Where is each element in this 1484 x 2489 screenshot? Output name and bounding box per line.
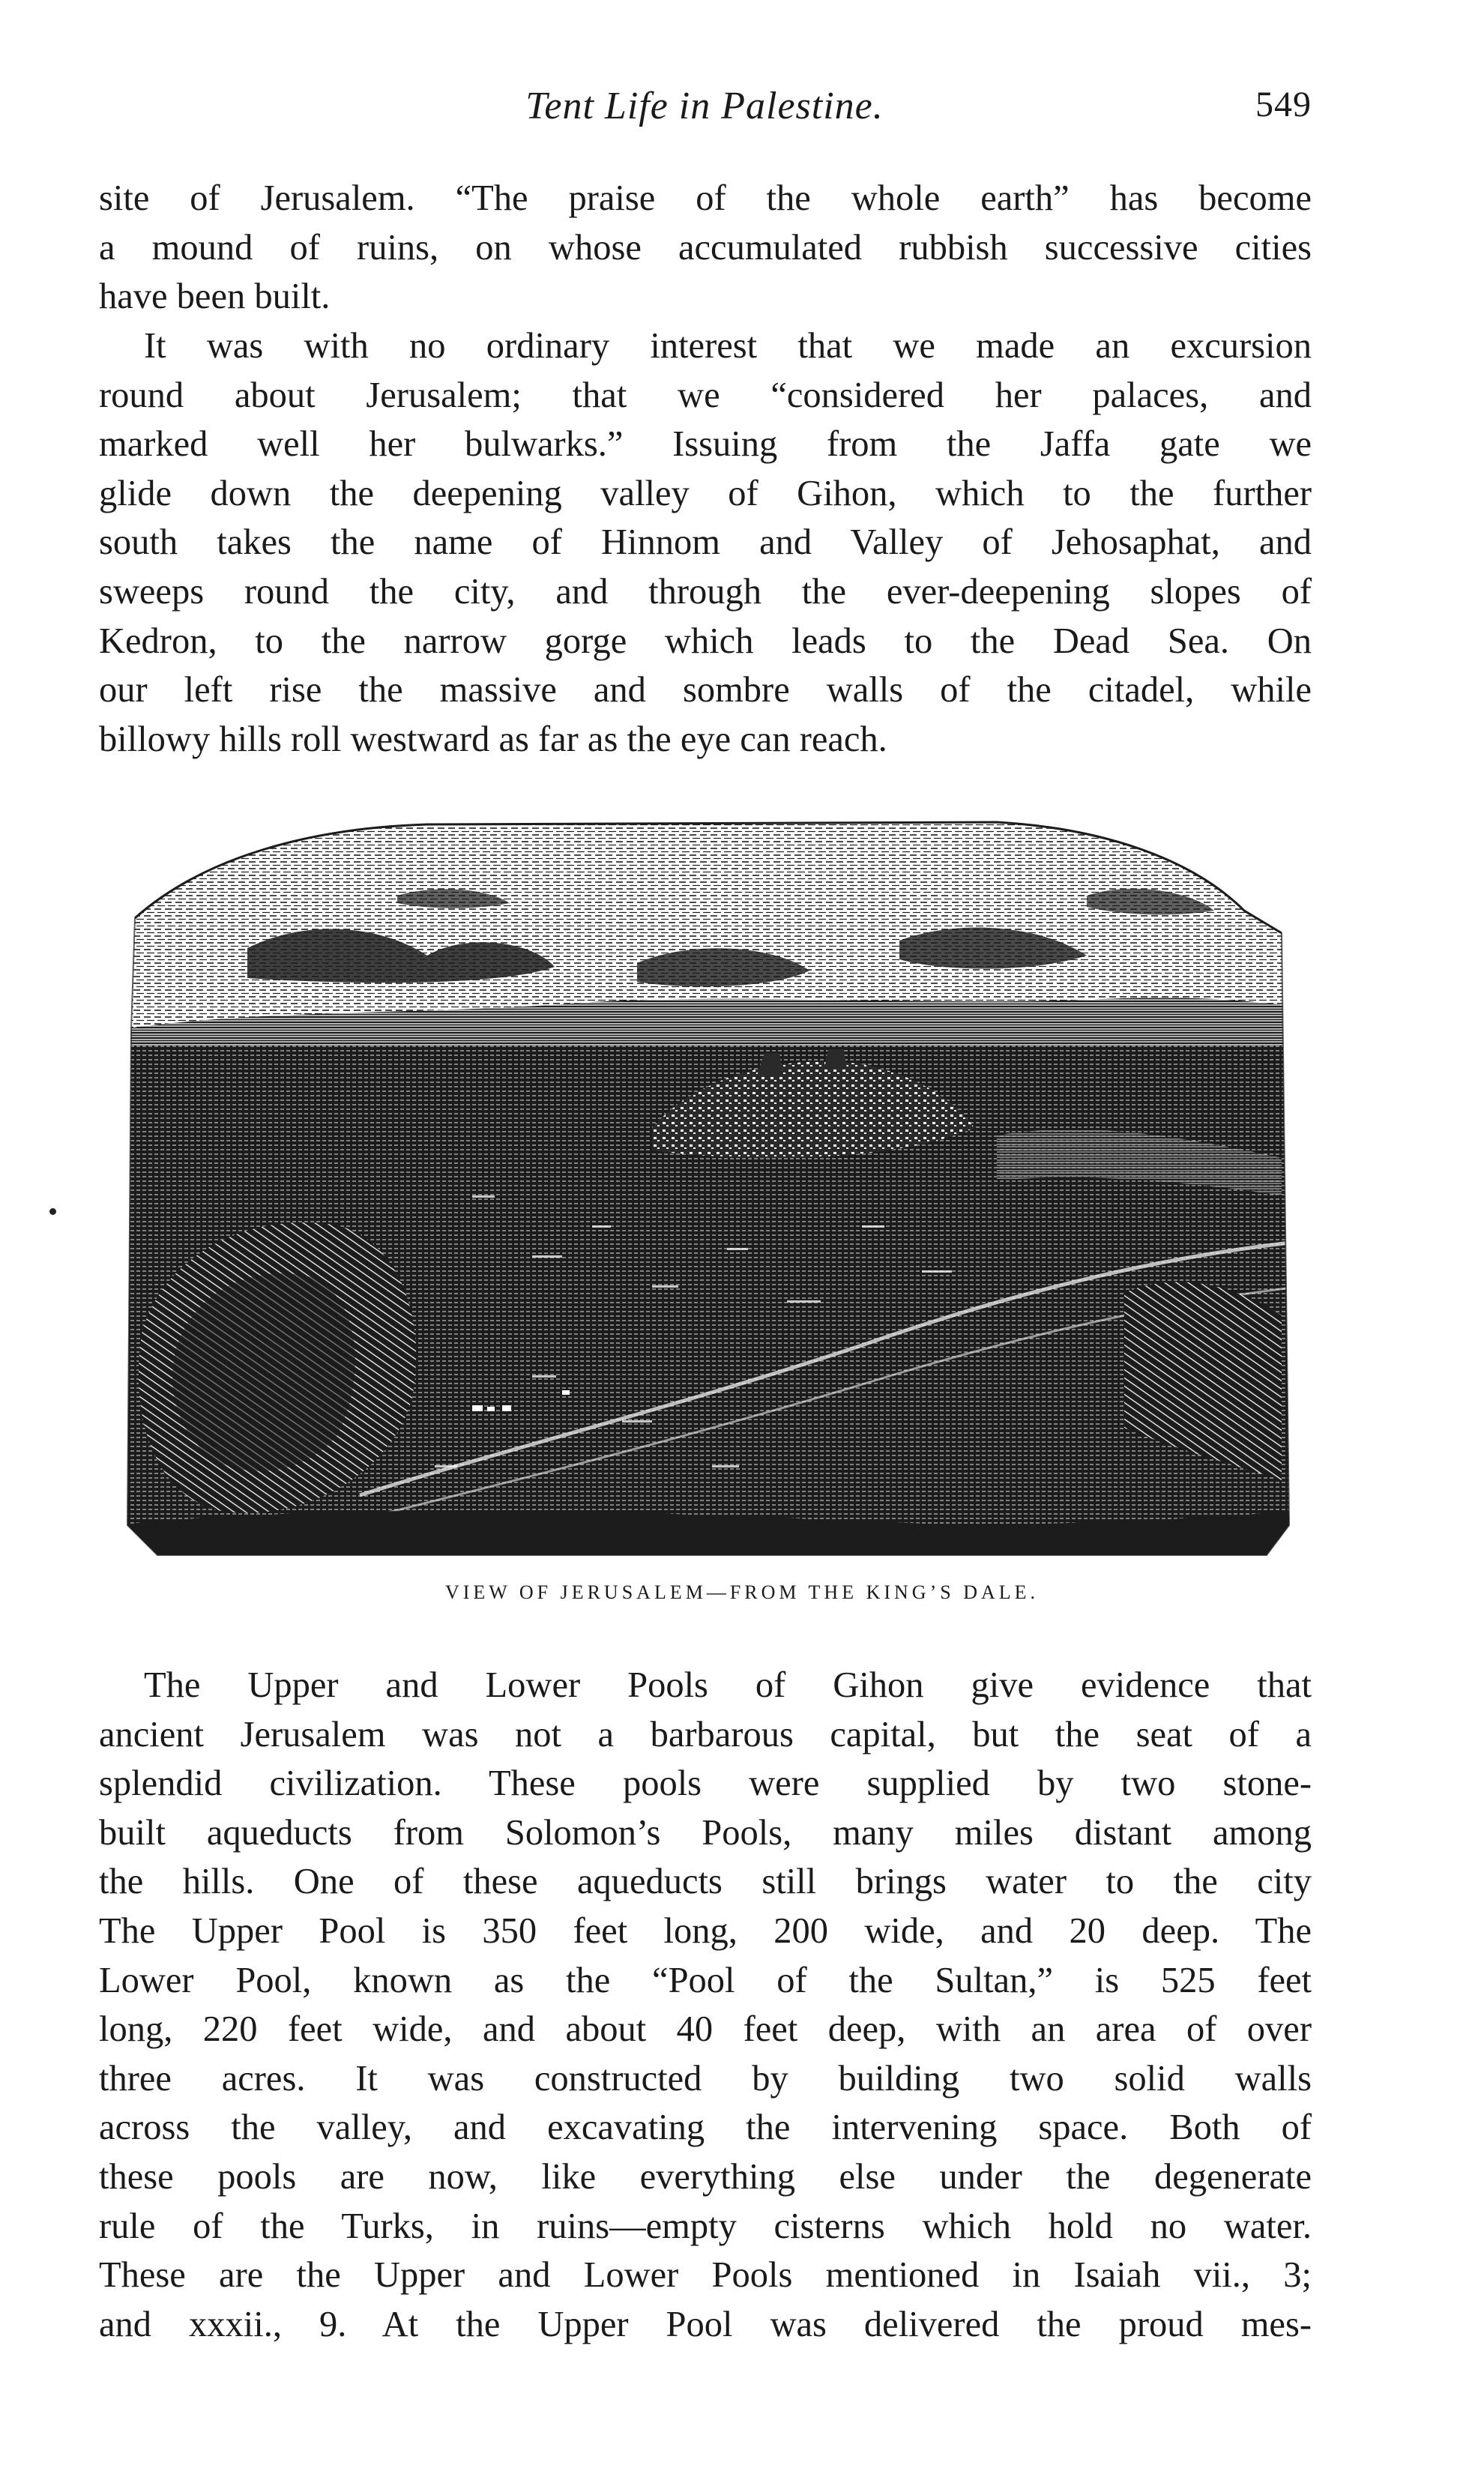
text-line: have been built. [99, 277, 331, 317]
figure-caption: VIEW OF JERUSALEM—FROM THE KING’S DALE. [444, 1581, 1040, 1603]
text-line: billowy hills roll westward as far as the eye can reach. [99, 719, 887, 759]
text-line: marked well her bulwarks.” Issuing from the Jaffa gate we [99, 424, 1312, 465]
text-line: long, 220 feet wide, and about 40 feet deep, with an area of over [99, 2009, 1312, 2050]
text-line: three acres. It was constructed by building two solid walls [99, 2058, 1312, 2099]
text-line: these pools are now, like everything else under the degenerate [99, 2156, 1312, 2197]
text-line: It was with no ordinary interest that we made an excursion [144, 326, 1312, 366]
running-head [97, 84, 1312, 136]
text-line: Lower Pool, known as the “Pool of the Sultan,” is 525 feet [99, 1960, 1312, 2000]
text-line: ancient Jerusalem was not a barbarous capital, but the seat of a [99, 1714, 1312, 1755]
text-line: The Upper Pool is 350 feet long, 200 wide, and 20 deep. The [99, 1910, 1312, 1951]
text-line: These are the Upper and Lower Pools mentioned in Isaiah vii., 3; [99, 2255, 1312, 2296]
text-line: sweeps round the city, and through the ever-deepening slopes of [99, 571, 1312, 612]
text-line: a mound of ruins, on whose accumulated rubbish successive cities [99, 227, 1312, 268]
engraving-view-of-jerusalem [112, 806, 1312, 1563]
text-line: splendid civilization. These pools were supplied by two stone- [99, 1764, 1312, 1804]
text-line: and xxxii., 9. At the Upper Pool was delivered the proud mes- [99, 2304, 1312, 2344]
text-line: The Upper and Lower Pools of Gihon give evidence that [144, 1665, 1312, 1705]
text-line: our left rise the massive and sombre walls of the citadel, while [99, 670, 1312, 711]
text-line: rule of the Turks, in ruins—empty cisterns which hold no water. [99, 2206, 1312, 2246]
text-line: the hills. One of these aqueducts still brings water to the city [99, 1862, 1312, 1902]
engraving-illustration [112, 806, 1312, 1563]
text-line: built aqueducts from Solomon’s Pools, many miles distant among [99, 1812, 1312, 1853]
paragraph-pools-of-gihon [99, 1661, 1312, 2349]
page-number: 549 [1255, 85, 1312, 124]
text-line: site of Jerusalem. “The praise of the whole earth” has become [99, 178, 1312, 218]
stray-ink-dot [49, 1208, 56, 1215]
text-line: round about Jerusalem; that we “considered her palaces, and [99, 375, 1312, 415]
running-title: Tent Life in Palestine. [525, 85, 884, 127]
paragraph-continuation [99, 174, 1312, 322]
text-line: south takes the name of Hinnom and Valley of Jehosaphat, and [99, 522, 1312, 563]
text-line: Kedron, to the narrow gorge which leads to the Dead Sea. On [99, 621, 1312, 661]
paragraph-excursion [99, 322, 1312, 764]
text-line: glide down the deepening valley of Gihon, which to the further [99, 473, 1312, 513]
text-line: across the valley, and excavating the intervening space. Both of [99, 2108, 1312, 2148]
